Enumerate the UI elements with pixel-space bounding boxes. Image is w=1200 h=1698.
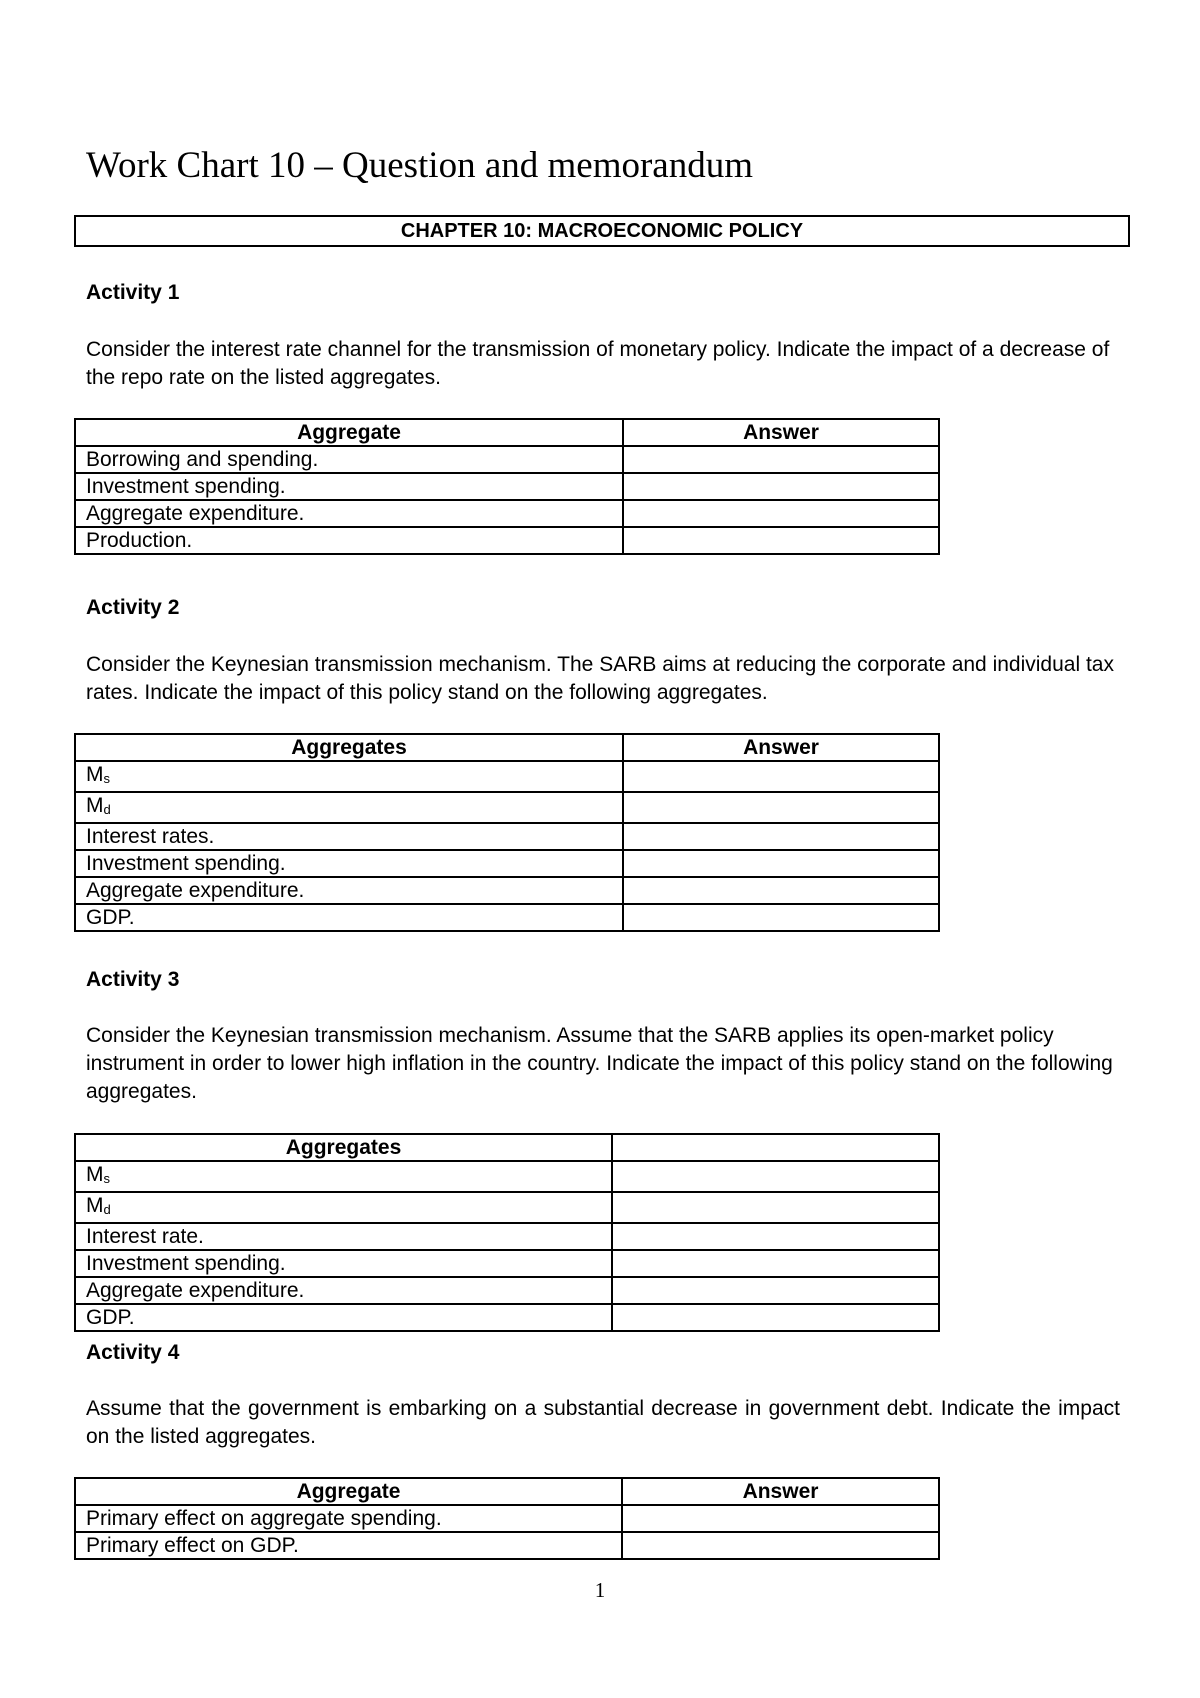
subscript: d [103, 802, 111, 817]
column-header: Answer [622, 1478, 939, 1505]
answer-cell[interactable] [623, 877, 939, 904]
activity-3-text: Consider the Keynesian transmission mechanism. Assume that the SARB applies its open-market policy instrument in order to lower high inflation in the country. Indicate the impact of this policy stand on the following aggregates. [86, 1024, 1113, 1103]
answer-cell[interactable] [612, 1192, 939, 1223]
subscript: d [103, 1202, 111, 1217]
answer-cell[interactable] [623, 850, 939, 877]
activity-4-heading: Activity 4 [86, 1341, 180, 1364]
answer-cell[interactable] [623, 527, 939, 554]
table-row [75, 527, 939, 554]
activity-2-heading: Activity 2 [86, 596, 180, 619]
aggregate-cell: Investment spending. [75, 1250, 612, 1277]
page-title: Work Chart 10 – Question and memorandum [86, 145, 754, 186]
chapter-heading: CHAPTER 10: MACROECONOMIC POLICY [400, 219, 804, 242]
aggregate-cell [75, 761, 623, 792]
aggregate-cell: Aggregate expenditure. [75, 500, 623, 527]
column-header: Aggregate [75, 419, 623, 446]
aggregate-cell: Primary effect on aggregate spending. [75, 1505, 622, 1532]
symbol-text: M [86, 1163, 104, 1186]
table-row [75, 1304, 939, 1331]
answer-cell[interactable] [612, 1277, 939, 1304]
answer-cell[interactable] [623, 792, 939, 823]
answer-cell[interactable] [623, 761, 939, 792]
table-row [75, 446, 939, 473]
activity-2-table [74, 733, 940, 932]
table-row [75, 500, 939, 527]
table-row [75, 473, 939, 500]
table-header-row [75, 419, 939, 446]
table-row [75, 823, 939, 850]
aggregate-cell: GDP. [75, 1304, 612, 1331]
activity-1-heading: Activity 1 [86, 281, 180, 304]
table-row [75, 877, 939, 904]
aggregate-cell: Interest rates. [75, 823, 623, 850]
answer-cell[interactable] [623, 446, 939, 473]
subscript: s [103, 771, 110, 786]
symbol-text: M [86, 794, 104, 817]
answer-cell[interactable] [622, 1532, 939, 1559]
symbol-text: M [86, 1194, 104, 1217]
aggregate-cell [75, 1192, 612, 1223]
table-row [75, 1223, 939, 1250]
table-row [75, 904, 939, 931]
aggregate-cell [75, 1161, 612, 1192]
column-header: Answer [623, 419, 939, 446]
chapter-heading-box [74, 215, 1130, 247]
column-header: Aggregates [75, 734, 623, 761]
aggregate-cell: Investment spending. [75, 850, 623, 877]
table-row [75, 1250, 939, 1277]
column-header [612, 1134, 939, 1161]
table-row [75, 1277, 939, 1304]
column-header: Aggregates [75, 1134, 612, 1161]
column-header: Answer [623, 734, 939, 761]
aggregate-cell: Aggregate expenditure. [75, 877, 623, 904]
aggregate-cell: Investment spending. [75, 473, 623, 500]
table-row [75, 761, 939, 792]
activity-1-text: Consider the interest rate channel for the transmission of monetary policy. Indicate the impact of a decrease of the repo rate on the listed aggregates. [86, 338, 1110, 389]
aggregate-cell: Interest rate. [75, 1223, 612, 1250]
table-header-row [75, 1134, 939, 1161]
answer-cell[interactable] [623, 473, 939, 500]
column-header: Aggregate [75, 1478, 622, 1505]
table-row [75, 850, 939, 877]
activity-3-heading: Activity 3 [86, 968, 180, 991]
aggregate-cell: Aggregate expenditure. [75, 1277, 612, 1304]
answer-cell[interactable] [623, 500, 939, 527]
answer-cell[interactable] [612, 1304, 939, 1331]
answer-cell[interactable] [622, 1505, 939, 1532]
table-row [75, 1192, 939, 1223]
table-row [75, 1532, 939, 1559]
answer-cell[interactable] [612, 1250, 939, 1277]
table-header-row [75, 734, 939, 761]
aggregate-cell: Borrowing and spending. [75, 446, 623, 473]
activity-2-text: Consider the Keynesian transmission mechanism. The SARB aims at reducing the corporate and individual tax rates. Indicate the impact of this policy stand on the following aggregates. [86, 653, 1114, 704]
table-row [75, 1505, 939, 1532]
table-header-row [75, 1478, 939, 1505]
activity-4-text: Assume that the government is embarking on a substantial decrease in government debt. Indicate the impact on the listed aggregates. [86, 1397, 1120, 1448]
page-number: 1 [594, 1578, 606, 1602]
table-row [75, 1161, 939, 1192]
answer-cell[interactable] [623, 823, 939, 850]
activity-3-table [74, 1133, 940, 1332]
answer-cell[interactable] [623, 904, 939, 931]
symbol-text: M [86, 763, 104, 786]
aggregate-cell: Production. [75, 527, 623, 554]
activity-1-table [74, 418, 940, 555]
aggregate-cell: Primary effect on GDP. [75, 1532, 622, 1559]
subscript: s [103, 1171, 110, 1186]
aggregate-cell: GDP. [75, 904, 623, 931]
activity-4-table [74, 1477, 940, 1560]
aggregate-cell [75, 792, 623, 823]
table-row [75, 792, 939, 823]
answer-cell[interactable] [612, 1161, 939, 1192]
answer-cell[interactable] [612, 1223, 939, 1250]
